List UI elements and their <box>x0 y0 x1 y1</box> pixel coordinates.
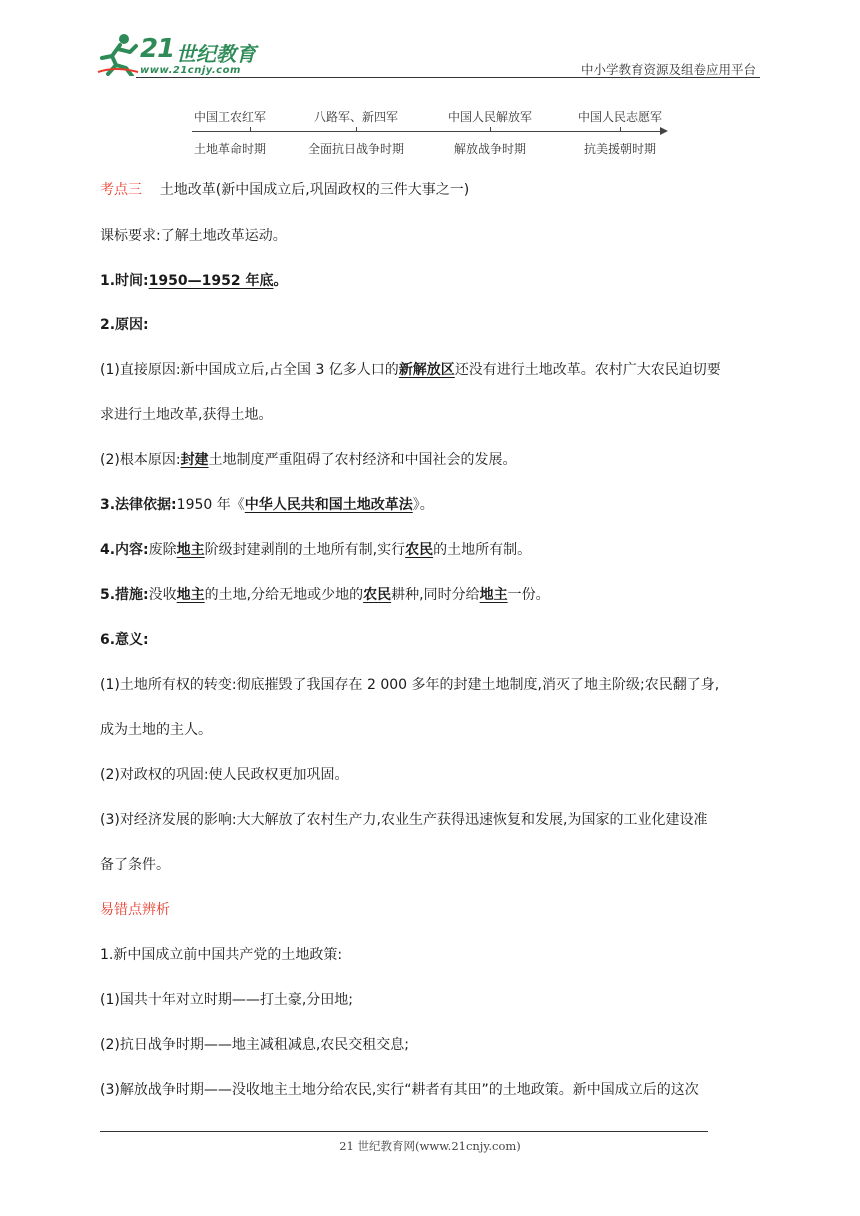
mistakes-line: (1)国共十年对立时期——打土豪,分田地; <box>100 992 353 1008</box>
page-header <box>96 30 760 80</box>
timeline-period-label: 土地革命时期 <box>193 142 267 156</box>
cause-root <box>100 450 517 470</box>
key-answer: 中华人民共和国土地改革法 <box>244 497 413 513</box>
mistakes-line: 1.新中国成立前中国共产党的土地政策: <box>100 947 343 963</box>
timeline-tick <box>620 127 621 131</box>
section-heading <box>100 180 469 200</box>
meaning-3-line1: (3)对经济发展的影响:大大解放了农村生产力,农业生产获得迅速恢复和发展,为国家的工业化建设准 <box>100 812 708 828</box>
item-measures <box>100 585 550 605</box>
item-time <box>100 271 287 291</box>
timeline-tick <box>250 127 251 131</box>
text-segment: 》。 <box>412 497 434 513</box>
meaning-1-line1: (1)土地所有权的转变:彻底摧毁了我国存在 2 000 多年的封建土地制度,消灭了地主阶级;农民翻了身, <box>100 677 720 693</box>
footer-divider <box>100 1131 708 1132</box>
timeline-period-label: 抗美援朝时期 <box>583 142 657 156</box>
header-divider <box>136 77 760 78</box>
cause-direct-line2: 求进行土地改革,获得土地。 <box>100 407 273 423</box>
key-answer: 地主 <box>176 587 205 603</box>
key-answer: 地主 <box>479 587 508 603</box>
timeline-tick <box>356 127 357 131</box>
item-label: 3.法律依据: <box>100 497 177 513</box>
text-segment: 没收 <box>148 587 177 603</box>
timeline-army-label: 中国人民解放军 <box>447 110 533 124</box>
army-period-timeline <box>192 104 672 160</box>
meaning-2: (2)对政权的巩固:使人民政权更加巩固。 <box>100 767 349 783</box>
mistakes-line: (2)抗日战争时期——地主减租减息,农民交租交息; <box>100 1037 409 1053</box>
text-segment: 还没有进行土地改革。农村广大农民迫切要 <box>454 362 721 378</box>
mistakes-line: (3)解放战争时期——没收地主土地分给农民,实行“耕者有其田”的土地政策。新中国成立后的这次 <box>100 1082 699 1098</box>
timeline-period-label: 全面抗日战争时期 <box>307 142 405 156</box>
item-cause-heading: 2.原因: <box>100 317 149 333</box>
item-label: 4.内容: <box>100 542 149 558</box>
text-segment: 阶级封建剥削的土地所有制,实行 <box>204 542 406 558</box>
text-segment: 废除 <box>148 542 177 558</box>
item-law <box>100 495 434 515</box>
timeline-tick <box>490 127 491 131</box>
timeline-period-label: 解放战争时期 <box>453 142 527 156</box>
logo-url-text: www.21cnjy.com <box>140 65 241 76</box>
text-segment: 耕种,同时分给 <box>391 587 480 603</box>
item-label: 5.措施: <box>100 587 149 603</box>
key-answer: 封建 <box>180 452 209 468</box>
timeline-arrow-icon <box>660 127 668 135</box>
curriculum-requirement: 课标要求:了解土地改革运动。 <box>100 228 287 244</box>
mistakes-heading: 易错点辨析 <box>100 902 170 918</box>
text-segment: (2)根本原因: <box>100 452 181 468</box>
key-answer: 1950—1952 年底 <box>148 273 274 289</box>
page-footer: 21 世纪教育网(www.21cnjy.com) <box>339 1139 521 1153</box>
key-answer: 新解放区 <box>398 362 455 378</box>
text-segment: (1)直接原因:新中国成立后,占全国 3 亿多人口的 <box>100 362 399 378</box>
site-logo[interactable] <box>96 32 266 78</box>
text-segment: 的土地,分给无地或少地的 <box>204 587 364 603</box>
site-tagline: 中小学教育资源及组卷应用平台 <box>580 62 756 77</box>
logo-brand-text: 世纪教育 <box>176 42 256 66</box>
runner-logo-icon <box>96 32 140 76</box>
cause-direct-line1 <box>100 360 721 380</box>
key-answer: 农民 <box>405 542 434 558</box>
text-segment: 一份。 <box>507 587 550 603</box>
text-segment: 土地制度严重阻碍了农村经济和中国社会的发展。 <box>208 452 517 468</box>
timeline-army-label: 中国人民志愿军 <box>577 110 663 124</box>
punctuation: 。 <box>273 273 288 289</box>
key-answer: 地主 <box>176 542 205 558</box>
item-label: 1.时间: <box>100 273 149 289</box>
item-content <box>100 540 531 560</box>
timeline-army-label: 中国工农红军 <box>193 110 267 124</box>
section-label: 考点三 <box>100 182 142 198</box>
text-segment: 的土地所有制。 <box>433 542 532 558</box>
timeline-army-label: 八路军、新四军 <box>313 110 399 124</box>
meaning-3-line2: 备了条件。 <box>100 857 170 873</box>
text-segment: 1950 年《 <box>176 497 245 513</box>
timeline-axis <box>192 131 664 132</box>
key-answer: 农民 <box>363 587 392 603</box>
logo-21-text: 21 <box>140 34 175 64</box>
section-title: 土地改革(新中国成立后,巩固政权的三件大事之一) <box>159 182 470 198</box>
meaning-1-line2: 成为土地的主人。 <box>100 722 212 738</box>
item-meaning-heading: 6.意义: <box>100 632 149 648</box>
